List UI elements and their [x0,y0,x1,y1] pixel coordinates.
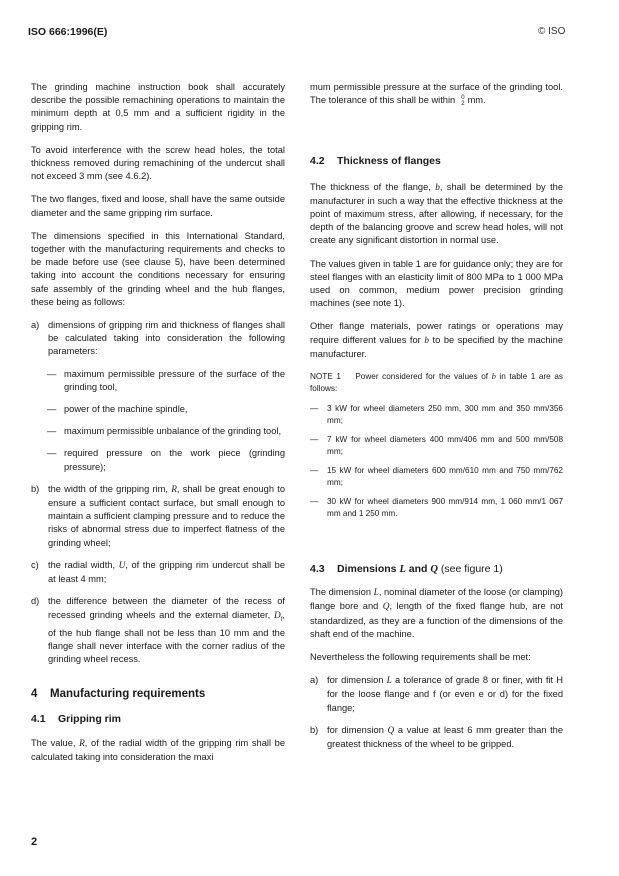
paragraph: The thickness of the flange, b, shall be determined by the manufacturer in such a way that the effective thickness at the point of maximum stress, after allowing, if necessary, for the depth of the balancing groove and screw head holes, will not create any significant distortion in normal use. [310,181,563,246]
requirement-b: b) for dimension Q a value at least 6 mm greater than the greatest thickness of the wheel to be gripped. [310,724,563,750]
section-heading-4-3: 4.3 Dimensions L and Q (see figure 1) [310,563,503,576]
sub-list-text: required pressure on the work piece (grinding pressure); [64,448,285,472]
left-column [31,81,285,774]
list-item-c [31,559,285,586]
list-marker: c) [31,559,39,570]
sub-list-text: maximum permissible pressure of the surface of the grinding tool, [64,368,285,392]
variable-subscript: f [280,616,283,623]
dash-marker: — [47,368,57,379]
paragraph: To avoid interference with the screw head holes, the total thickness removed during remachining of the undercut shall not exceed 3 mm (see 4.6.2). [31,144,285,182]
section-heading-4-2: 4.2 Thickness of flanges [310,155,441,168]
variable: R [171,484,177,495]
dash-marker: — [47,448,57,459]
note-list-item: — 7 kW for wheel diameters 400 mm/406 mm and 500 mm/508 mm; [310,435,563,456]
sub-list-item [47,425,285,438]
list-marker: b) [31,483,40,494]
list-text: the difference between the diameter of the recess of recessed grinding wheels and the external diameter, $D_f$, of the hub flange shall not be less than 10 mm and the flange shall never interface with the corner radius of the grinding wheel recess. [48,596,285,664]
list-marker: d) [31,596,40,607]
sub-list-text: maximum permissible unbalance of the grinding tool, [64,426,282,437]
copyright-notice: © ISO [538,26,566,37]
note-list-item: — 3 kW for wheel diameters 250 mm, 300 mm and 350 mm/356 mm; [310,404,563,425]
section-heading-4: 4 Manufacturing requirements [31,688,206,701]
list-item-a [31,319,285,359]
list-marker: a) [31,320,40,331]
sub-list-item [47,368,285,394]
page-number: 2 [31,836,38,848]
note-list-item: — 30 kW for wheel diameters 900 mm/914 mm, 1 060 mm/1 067 mm and 1 250 mm. [310,497,563,518]
dash-marker: — [47,404,57,415]
list-text: the width of the gripping rim, R, shall be great enough to ensure a sufficient contact surface, but small enough to maintain a sufficient clamping pressure and to reduce the risks of abnormal stress due to imperfect flatness of the grinding wheel; [48,483,285,548]
requirement-a: a) for dimension L a tolerance of grade 8 or finer, with fit H for the loose flange and f (or even e or d) for the fixed flange; [310,675,563,713]
dash-marker: — [47,426,57,437]
note-1 [310,371,563,519]
note-text: NOTE 1 Power considered for the values of b in table 1 are as follows: [310,372,563,393]
right-column [310,81,563,760]
section-heading-4-1: 4.1 Gripping rim [31,713,121,726]
sub-list-item [47,403,285,416]
paragraph: mum permissible pressure at the surface of the grinding tool. The tolerance of this shall be within 0 2 mm. [310,82,563,107]
paragraph: The dimensions specified in this International Standard, together with the manufacturing requirements and checks to be made before use (see clause 5), have been determined taking into account the conditions necessary for ensuring safe assembly of the grinding wheel and the hub flanges, these being as follows: [31,230,285,307]
paragraph: Other flange materials, power ratings or operations may require different values for b to be specified by the machine manufacturer. [310,321,564,359]
paragraph: Nevertheless the following requirements shall be met: [310,652,531,663]
paragraph: The values given in table 1 are for guidance only; they are for steel flanges with an elasticity limit of 800 MPa to 1 000 MPa used on common, medium power precision grinding machines (see note 1). [310,258,563,309]
note-list-item: — 15 kW for wheel diameters 600 mm/610 mm and 750 mm/762 mm; [310,466,563,487]
list-item-b [31,483,285,550]
paragraph: The two flanges, fixed and loose, shall have the same outside diameter and the same gripping rim surface. [31,194,285,218]
document-id: ISO 666:1996(E) [28,26,108,38]
variable: U [118,560,126,571]
paragraph: The dimension L, nominal diameter of the loose (or clamping) flange bore and Q, length of the fixed flange hub, are not standardized, as they are a function of the dimensions of the shaft end of the machine. [310,587,564,639]
variable: D [274,610,281,621]
tolerance-notation: 0 2 [461,94,465,107]
paragraph: The value, R, of the radial width of the gripping rim shall be calculated taking into consideration the maxi [31,737,285,762]
list-item-d [31,595,285,666]
sub-list-text: power of the machine spindle, [64,404,188,415]
list-text: the radial width, U, of the gripping rim undercut shall be at least 4 mm; [48,559,286,585]
sub-list-item [47,447,285,473]
paragraph: The grinding machine instruction book shall accurately describe the possible remachining operations to maintain the minimum depth at 0,5 mm and a sufficient rigidity in the gripping rim. [31,82,285,132]
list-text: dimensions of gripping rim and thickness of flanges shall be calculated taking into consideration the following parameters: [48,320,285,357]
